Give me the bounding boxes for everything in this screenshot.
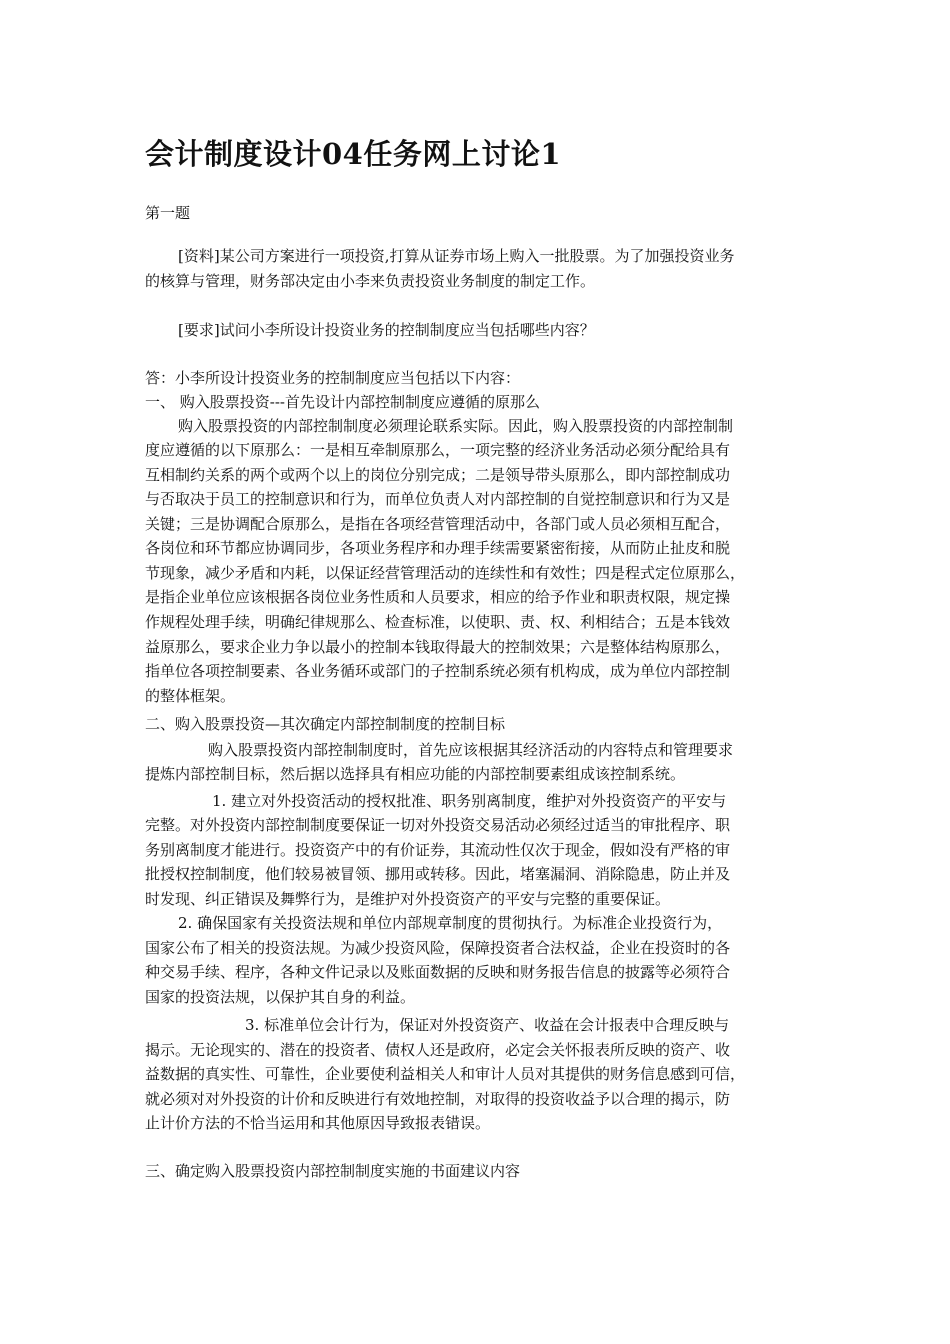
paragraph-line: 指单位各项控制要素、各业务循环或部门的子控制系统必须有机构成，成为单位内部控制 (145, 662, 731, 680)
paragraph-line: 3. 标准单位会计行为，保证对外投资资产、收益在会计报表中合理反映与 (245, 1016, 730, 1034)
paragraph-line: 国家的投资法规，以保护其自身的利益。 (145, 988, 416, 1006)
paragraph-line: 1. 建立对外投资活动的授权批准、职务别离制度，维护对外投资资产的平安与 (212, 792, 727, 810)
paragraph-line: 二、购入股票投资—其次确定内部控制制度的控制目标 (145, 715, 506, 733)
paragraph-line: 是指企业单位应该根据各岗位业务性质和人员要求，相应的给予作业和职责权限，规定操 (145, 588, 731, 606)
paragraph-line: 益原那么，要求企业力争以最小的控制本钱取得最大的控制效果；六是整体结构原那么， (145, 638, 731, 656)
paragraph-line: [资料]某公司方案进行一项投资,打算从证券市场上购入一批股票。为了加强投资业务 (178, 247, 735, 265)
paragraph-line: 国家公布了相关的投资法规。为减少投资风险，保障投资者合法权益，企业在投资时的各 (145, 939, 731, 957)
paragraph-line: 第一题 (145, 204, 191, 222)
paragraph-line: 答：小李所设计投资业务的控制制度应当包括以下内容： (145, 369, 521, 387)
paragraph-line: [要求]试问小李所设计投资业务的控制制度应当包括哪些内容？ (178, 321, 595, 339)
paragraph-line: 互相制约关系的两个或两个以上的岗位分别完成；二是领导带头原那么，即内部控制成功 (145, 466, 731, 484)
paragraph-line: 务别离制度才能进行。投资资产中的有价证券，其流动性仅次于现金，假如没有严格的审 (145, 841, 731, 859)
paragraph-line: 就必须对对外投资的计价和反映进行有效地控制，对取得的投资收益予以合理的揭示，防 (145, 1090, 731, 1108)
document-title: 会计制度设计04任务网上讨论1 (145, 137, 562, 171)
paragraph-line: 度应遵循的以下原那么：一是相互牵制原那么，一项完整的经济业务活动必须分配给具有 (145, 441, 731, 459)
paragraph-line: 各岗位和环节都应协调同步，各项业务程序和办理手续需要紧密衔接，从而防止扯皮和脱 (145, 539, 731, 557)
paragraph-line: 完整。对外投资内部控制制度要保证一切对外投资交易活动必须经过适当的审批程序、职 (145, 816, 731, 834)
paragraph-line: 关键；三是协调配合原那么，是指在各项经营管理活动中，各部门或人员必须相互配合， (145, 515, 731, 533)
paragraph-line: 三、确定购入股票投资内部控制制度实施的书面建议内容 (145, 1162, 521, 1180)
paragraph-line: 的整体框架。 (145, 687, 236, 705)
paragraph-line: 一、 购入股票投资---首先设计内部控制制度应遵循的原那么 (145, 393, 540, 411)
paragraph-line: 种交易手续、程序，各种文件记录以及账面数据的反映和财务报告信息的披露等必须符合 (145, 963, 731, 981)
paragraph-line: 止计价方法的不恰当运用和其他原因导致报表错误。 (145, 1114, 491, 1132)
paragraph-line: 与否取决于员工的控制意识和行为，而单位负责人对内部控制的自觉控制意识和行为又是 (145, 490, 731, 508)
paragraph-line: 提炼内部控制目标，然后据以选择具有相应功能的内部控制要素组成该控制系统。 (145, 765, 686, 783)
paragraph-line: 的核算与管理，财务部决定由小李来负责投资业务制度的制定工作。 (145, 272, 596, 290)
paragraph-line: 购入股票投资的内部控制制度必须理论联系实际。因此，购入股票投资的内部控制制 (178, 417, 734, 435)
paragraph-line: 揭示。无论现实的、潜在的投资者、债权人还是政府，必定会关怀报表所反映的资产、收 (145, 1041, 731, 1059)
paragraph-line: 时发现、纠正错误及舞弊行为，是维护对外投资资产的平安与完整的重要保证。 (145, 890, 671, 908)
paragraph-line: 批授权控制制度，他们较易被冒领、挪用或转移。因此，堵塞漏洞、消除隐患，防止并及 (145, 865, 731, 883)
paragraph-line: 作规程处理手续，明确纪律规那么、检查标准，以使职、责、权、利相结合；五是本钱效 (145, 613, 731, 631)
paragraph-line: 2. 确保国家有关投资法规和单位内部规章制度的贯彻执行。为标准企业投资行为， (178, 914, 723, 932)
paragraph-line: 购入股票投资内部控制制度时，首先应该根据其经济活动的内容特点和管理要求 (208, 741, 734, 759)
paragraph-line: 节现象，减少矛盾和内耗，以保证经营管理活动的连续性和有效性；四是程式定位原那么， (145, 564, 746, 582)
paragraph-line: 益数据的真实性、可靠性，企业要使利益相关人和审计人员对其提供的财务信息感到可信， (145, 1065, 746, 1083)
